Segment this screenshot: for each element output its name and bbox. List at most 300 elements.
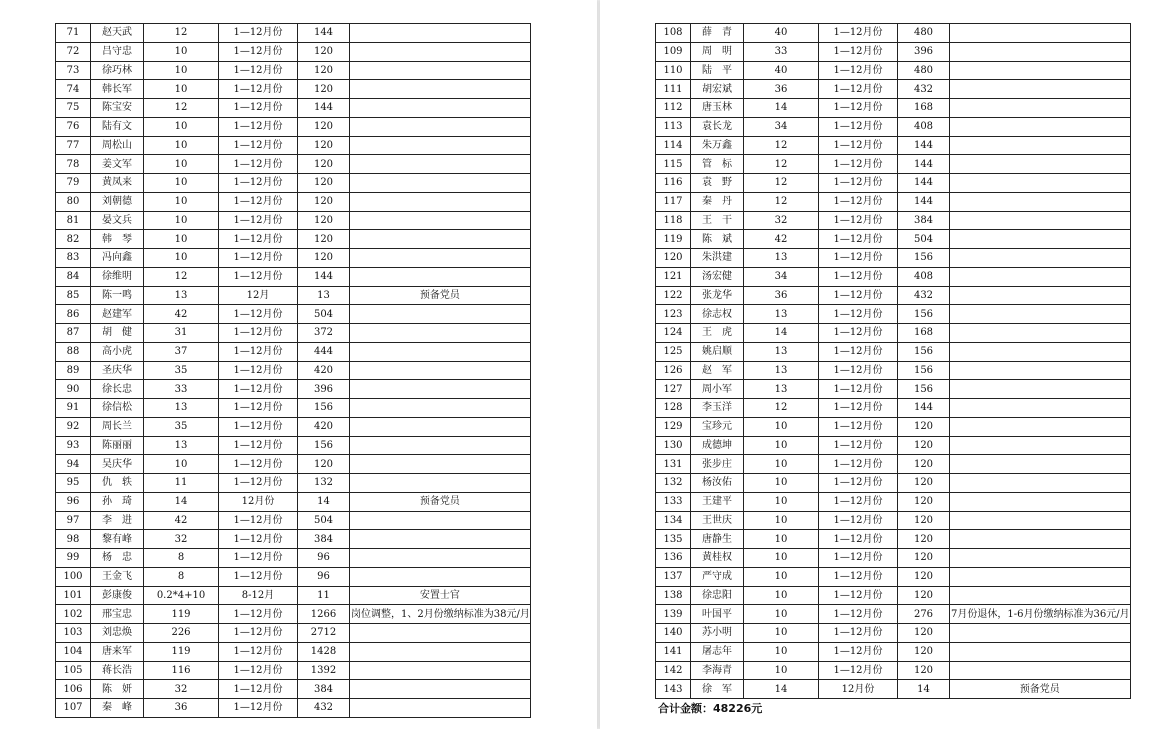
member-name-cell: 冯向鑫 — [91, 249, 144, 268]
remarks-cell — [950, 99, 1131, 118]
table-row — [56, 174, 531, 193]
monthly-amount-cell: 42 — [144, 511, 219, 530]
table-row — [656, 99, 1131, 118]
table-row — [56, 399, 531, 418]
amount-paid-cell: 120 — [898, 474, 950, 493]
period-cell: 1—12月份 — [819, 42, 898, 61]
monthly-amount-cell: 13 — [144, 286, 219, 305]
member-name-cell: 周小军 — [691, 380, 744, 399]
monthly-amount-cell: 119 — [144, 605, 219, 624]
table-row — [56, 99, 531, 118]
table-row — [56, 605, 531, 624]
table-row — [656, 42, 1131, 61]
amount-paid-cell: 1428 — [298, 642, 350, 661]
member-name-cell: 叶国平 — [691, 605, 744, 624]
period-cell: 1—12月份 — [219, 211, 298, 230]
row-index-cell: 103 — [56, 624, 91, 643]
remarks-cell: 安置士官 — [350, 586, 531, 605]
total-amount: 合计金额：48226元 — [658, 702, 763, 715]
row-index-cell: 105 — [56, 661, 91, 680]
row-index-cell: 136 — [656, 549, 691, 568]
dues-table-right — [655, 23, 1131, 699]
member-name-cell: 黄桂权 — [691, 549, 744, 568]
member-name-cell: 李玉洋 — [691, 399, 744, 418]
amount-paid-cell: 372 — [298, 324, 350, 343]
row-index-cell: 87 — [56, 324, 91, 343]
monthly-amount-cell: 37 — [144, 342, 219, 361]
table-row — [56, 117, 531, 136]
row-index-cell: 78 — [56, 155, 91, 174]
row-index-cell: 93 — [56, 436, 91, 455]
monthly-amount-cell: 12 — [744, 192, 819, 211]
member-name-cell: 陈宝安 — [91, 99, 144, 118]
table-row — [56, 624, 531, 643]
row-index-cell: 130 — [656, 436, 691, 455]
period-cell: 1—12月份 — [219, 699, 298, 718]
row-index-cell: 98 — [56, 530, 91, 549]
table-row — [656, 117, 1131, 136]
table-row — [56, 699, 531, 718]
period-cell: 1—12月份 — [219, 436, 298, 455]
table-row — [56, 80, 531, 99]
table-row — [56, 492, 531, 511]
amount-paid-cell: 14 — [298, 492, 350, 511]
table-row — [56, 680, 531, 699]
page-right — [600, 0, 1169, 729]
member-name-cell: 严守成 — [691, 567, 744, 586]
member-name-cell: 徐 军 — [691, 680, 744, 699]
period-cell: 1—12月份 — [819, 61, 898, 80]
member-name-cell: 刘忠焕 — [91, 624, 144, 643]
member-name-cell: 王金飞 — [91, 567, 144, 586]
member-name-cell: 高小虎 — [91, 342, 144, 361]
monthly-amount-cell: 226 — [144, 624, 219, 643]
monthly-amount-cell: 11 — [144, 474, 219, 493]
period-cell: 1—12月份 — [819, 474, 898, 493]
row-index-cell: 111 — [656, 80, 691, 99]
remarks-cell: 7月份退休，1-6月份缴纳标准为36元/月 — [950, 605, 1131, 624]
monthly-amount-cell: 8 — [144, 567, 219, 586]
row-index-cell: 121 — [656, 267, 691, 286]
remarks-cell — [950, 117, 1131, 136]
table-row — [56, 642, 531, 661]
amount-paid-cell: 120 — [898, 530, 950, 549]
period-cell: 1—12月份 — [219, 342, 298, 361]
amount-paid-cell: 156 — [298, 399, 350, 418]
row-index-cell: 115 — [656, 155, 691, 174]
monthly-amount-cell: 10 — [144, 455, 219, 474]
amount-paid-cell: 144 — [898, 155, 950, 174]
row-index-cell: 100 — [56, 567, 91, 586]
monthly-amount-cell: 13 — [144, 399, 219, 418]
amount-paid-cell: 120 — [898, 567, 950, 586]
table-row — [56, 61, 531, 80]
row-index-cell: 124 — [656, 324, 691, 343]
amount-paid-cell: 120 — [298, 42, 350, 61]
period-cell: 1—12月份 — [819, 361, 898, 380]
amount-paid-cell: 120 — [898, 586, 950, 605]
row-index-cell: 92 — [56, 417, 91, 436]
member-name-cell: 徐志权 — [691, 305, 744, 324]
remarks-cell — [950, 342, 1131, 361]
remarks-cell — [950, 661, 1131, 680]
amount-paid-cell: 120 — [898, 661, 950, 680]
remarks-cell — [950, 642, 1131, 661]
member-name-cell: 唐玉林 — [691, 99, 744, 118]
remarks-cell — [350, 24, 531, 43]
row-index-cell: 108 — [656, 24, 691, 43]
amount-paid-cell: 156 — [298, 436, 350, 455]
row-index-cell: 139 — [656, 605, 691, 624]
amount-paid-cell: 144 — [898, 192, 950, 211]
period-cell: 1—12月份 — [819, 549, 898, 568]
table-row — [56, 549, 531, 568]
member-name-cell: 杨汝佑 — [691, 474, 744, 493]
monthly-amount-cell: 12 — [744, 155, 819, 174]
table-row — [56, 42, 531, 61]
row-index-cell: 82 — [56, 230, 91, 249]
remarks-cell — [350, 136, 531, 155]
table-row — [656, 492, 1131, 511]
member-name-cell: 李海青 — [691, 661, 744, 680]
row-index-cell: 73 — [56, 61, 91, 80]
row-index-cell: 76 — [56, 117, 91, 136]
table-row — [56, 324, 531, 343]
remarks-cell — [950, 455, 1131, 474]
period-cell: 1—12月份 — [819, 511, 898, 530]
amount-paid-cell: 96 — [298, 549, 350, 568]
period-cell: 1—12月份 — [219, 117, 298, 136]
monthly-amount-cell: 10 — [744, 586, 819, 605]
amount-paid-cell: 276 — [898, 605, 950, 624]
remarks-cell — [350, 455, 531, 474]
member-name-cell: 徐长忠 — [91, 380, 144, 399]
member-name-cell: 李 进 — [91, 511, 144, 530]
amount-paid-cell: 120 — [898, 436, 950, 455]
remarks-cell — [950, 361, 1131, 380]
amount-paid-cell: 1266 — [298, 605, 350, 624]
row-index-cell: 143 — [656, 680, 691, 699]
remarks-cell — [950, 624, 1131, 643]
monthly-amount-cell: 10 — [744, 624, 819, 643]
row-index-cell: 99 — [56, 549, 91, 568]
row-index-cell: 77 — [56, 136, 91, 155]
member-name-cell: 晏文兵 — [91, 211, 144, 230]
member-name-cell: 管 标 — [691, 155, 744, 174]
remarks-cell — [350, 249, 531, 268]
table-row — [656, 155, 1131, 174]
amount-paid-cell: 156 — [898, 361, 950, 380]
row-index-cell: 74 — [56, 80, 91, 99]
amount-paid-cell: 408 — [898, 117, 950, 136]
member-name-cell: 韩长军 — [91, 80, 144, 99]
table-row — [656, 549, 1131, 568]
member-name-cell: 王 干 — [691, 211, 744, 230]
monthly-amount-cell: 13 — [744, 249, 819, 268]
period-cell: 1—12月份 — [219, 399, 298, 418]
member-name-cell: 赵 军 — [691, 361, 744, 380]
remarks-cell — [350, 661, 531, 680]
amount-paid-cell: 120 — [298, 61, 350, 80]
monthly-amount-cell: 13 — [744, 342, 819, 361]
monthly-amount-cell: 10 — [744, 605, 819, 624]
member-name-cell: 朱洪建 — [691, 249, 744, 268]
table-row — [56, 661, 531, 680]
amount-paid-cell: 504 — [298, 305, 350, 324]
row-index-cell: 137 — [656, 567, 691, 586]
table-row — [56, 267, 531, 286]
amount-paid-cell: 120 — [898, 492, 950, 511]
monthly-amount-cell: 10 — [144, 136, 219, 155]
amount-paid-cell: 120 — [298, 174, 350, 193]
row-index-cell: 134 — [656, 511, 691, 530]
row-index-cell: 83 — [56, 249, 91, 268]
period-cell: 1—12月份 — [819, 230, 898, 249]
amount-paid-cell: 444 — [298, 342, 350, 361]
member-name-cell: 彭康俊 — [91, 586, 144, 605]
amount-paid-cell: 120 — [898, 624, 950, 643]
member-name-cell: 黄凤来 — [91, 174, 144, 193]
amount-paid-cell: 120 — [298, 80, 350, 99]
table-row — [656, 61, 1131, 80]
period-cell: 1—12月份 — [819, 305, 898, 324]
monthly-amount-cell: 36 — [144, 699, 219, 718]
period-cell: 1—12月份 — [819, 661, 898, 680]
monthly-amount-cell: 8 — [144, 549, 219, 568]
monthly-amount-cell: 10 — [744, 549, 819, 568]
amount-paid-cell: 120 — [298, 155, 350, 174]
row-index-cell: 85 — [56, 286, 91, 305]
member-name-cell: 陆 平 — [691, 61, 744, 80]
monthly-amount-cell: 13 — [144, 436, 219, 455]
amount-paid-cell: 120 — [898, 455, 950, 474]
member-name-cell: 徐巧林 — [91, 61, 144, 80]
row-index-cell: 75 — [56, 99, 91, 118]
amount-paid-cell: 120 — [298, 455, 350, 474]
amount-paid-cell: 120 — [298, 211, 350, 230]
period-cell: 1—12月份 — [819, 624, 898, 643]
remarks-cell — [350, 361, 531, 380]
table-row — [56, 455, 531, 474]
monthly-amount-cell: 10 — [744, 455, 819, 474]
monthly-amount-cell: 10 — [744, 511, 819, 530]
row-index-cell: 97 — [56, 511, 91, 530]
row-index-cell: 140 — [656, 624, 691, 643]
member-name-cell: 薛 青 — [691, 24, 744, 43]
period-cell: 8-12月 — [219, 586, 298, 605]
monthly-amount-cell: 10 — [144, 42, 219, 61]
period-cell: 1—12月份 — [819, 211, 898, 230]
monthly-amount-cell: 10 — [144, 249, 219, 268]
remarks-cell — [350, 549, 531, 568]
member-name-cell: 吕守忠 — [91, 42, 144, 61]
member-name-cell: 唐静生 — [691, 530, 744, 549]
period-cell: 1—12月份 — [819, 399, 898, 418]
period-cell: 1—12月份 — [819, 492, 898, 511]
row-index-cell: 90 — [56, 380, 91, 399]
monthly-amount-cell: 10 — [744, 567, 819, 586]
monthly-amount-cell: 13 — [744, 361, 819, 380]
remarks-cell — [950, 380, 1131, 399]
amount-paid-cell: 156 — [898, 380, 950, 399]
row-index-cell: 101 — [56, 586, 91, 605]
amount-paid-cell: 144 — [298, 99, 350, 118]
period-cell: 1—12月份 — [219, 380, 298, 399]
amount-paid-cell: 408 — [898, 267, 950, 286]
remarks-cell — [350, 474, 531, 493]
row-index-cell: 113 — [656, 117, 691, 136]
period-cell: 1—12月份 — [219, 42, 298, 61]
amount-paid-cell: 420 — [298, 361, 350, 380]
row-index-cell: 123 — [656, 305, 691, 324]
remarks-cell — [350, 267, 531, 286]
remarks-cell: 预备党员 — [950, 680, 1131, 699]
table-row — [56, 417, 531, 436]
amount-paid-cell: 120 — [298, 249, 350, 268]
period-cell: 12月份 — [819, 680, 898, 699]
table-row — [56, 286, 531, 305]
monthly-amount-cell: 13 — [744, 305, 819, 324]
member-name-cell: 王世庆 — [691, 511, 744, 530]
remarks-cell — [950, 492, 1131, 511]
table-row — [56, 586, 531, 605]
amount-paid-cell: 384 — [298, 680, 350, 699]
monthly-amount-cell: 119 — [144, 642, 219, 661]
monthly-amount-cell: 36 — [744, 80, 819, 99]
monthly-amount-cell: 12 — [744, 136, 819, 155]
remarks-cell — [950, 267, 1131, 286]
row-index-cell: 138 — [656, 586, 691, 605]
amount-paid-cell: 120 — [298, 192, 350, 211]
member-name-cell: 孙 琦 — [91, 492, 144, 511]
table-row — [656, 174, 1131, 193]
remarks-cell — [350, 511, 531, 530]
member-name-cell: 王建平 — [691, 492, 744, 511]
member-name-cell: 赵天武 — [91, 24, 144, 43]
table-row — [56, 436, 531, 455]
table-row — [656, 680, 1131, 699]
row-index-cell: 120 — [656, 249, 691, 268]
period-cell: 1—12月份 — [219, 474, 298, 493]
member-name-cell: 陈丽丽 — [91, 436, 144, 455]
dues-table-left — [55, 23, 531, 718]
table-row — [56, 230, 531, 249]
monthly-amount-cell: 10 — [744, 474, 819, 493]
table-row — [656, 380, 1131, 399]
table-row — [656, 361, 1131, 380]
amount-paid-cell: 168 — [898, 99, 950, 118]
amount-paid-cell: 1392 — [298, 661, 350, 680]
amount-paid-cell: 504 — [898, 230, 950, 249]
remarks-cell — [350, 155, 531, 174]
row-index-cell: 102 — [56, 605, 91, 624]
period-cell: 1—12月份 — [819, 605, 898, 624]
remarks-cell — [950, 80, 1131, 99]
row-index-cell: 107 — [56, 699, 91, 718]
remarks-cell — [350, 80, 531, 99]
member-name-cell: 成德坤 — [691, 436, 744, 455]
monthly-amount-cell: 32 — [144, 680, 219, 699]
period-cell: 1—12月份 — [219, 642, 298, 661]
table-row — [56, 342, 531, 361]
period-cell: 1—12月份 — [819, 436, 898, 455]
remarks-cell — [950, 249, 1131, 268]
remarks-cell — [950, 155, 1131, 174]
monthly-amount-cell: 10 — [744, 436, 819, 455]
period-cell: 1—12月份 — [219, 417, 298, 436]
table-row — [656, 436, 1131, 455]
amount-paid-cell: 144 — [898, 136, 950, 155]
monthly-amount-cell: 31 — [144, 324, 219, 343]
remarks-cell — [350, 436, 531, 455]
monthly-amount-cell: 42 — [744, 230, 819, 249]
monthly-amount-cell: 10 — [144, 230, 219, 249]
period-cell: 1—12月份 — [819, 455, 898, 474]
remarks-cell — [350, 530, 531, 549]
remarks-cell — [950, 305, 1131, 324]
table-row — [656, 80, 1131, 99]
row-index-cell: 112 — [656, 99, 691, 118]
amount-paid-cell: 14 — [898, 680, 950, 699]
remarks-cell — [950, 192, 1131, 211]
amount-paid-cell: 384 — [898, 211, 950, 230]
remarks-cell — [350, 417, 531, 436]
row-index-cell: 135 — [656, 530, 691, 549]
period-cell: 12月份 — [219, 492, 298, 511]
period-cell: 1—12月份 — [819, 80, 898, 99]
remarks-cell — [950, 230, 1131, 249]
amount-paid-cell: 120 — [298, 230, 350, 249]
member-name-cell: 周 明 — [691, 42, 744, 61]
row-index-cell: 119 — [656, 230, 691, 249]
row-index-cell: 95 — [56, 474, 91, 493]
amount-paid-cell: 120 — [898, 417, 950, 436]
period-cell: 1—12月份 — [819, 155, 898, 174]
monthly-amount-cell: 14 — [744, 680, 819, 699]
amount-paid-cell: 156 — [898, 249, 950, 268]
row-index-cell: 126 — [656, 361, 691, 380]
table-row — [656, 286, 1131, 305]
remarks-cell — [950, 61, 1131, 80]
table-row — [656, 305, 1131, 324]
period-cell: 1—12月份 — [819, 567, 898, 586]
period-cell: 1—12月份 — [219, 455, 298, 474]
amount-paid-cell: 120 — [898, 549, 950, 568]
period-cell: 1—12月份 — [819, 174, 898, 193]
amount-paid-cell: 13 — [298, 286, 350, 305]
monthly-amount-cell: 10 — [144, 174, 219, 193]
amount-paid-cell: 384 — [298, 530, 350, 549]
member-name-cell: 蒋长浩 — [91, 661, 144, 680]
monthly-amount-cell: 116 — [144, 661, 219, 680]
member-name-cell: 刘朝德 — [91, 192, 144, 211]
period-cell: 1—12月份 — [219, 511, 298, 530]
row-index-cell: 125 — [656, 342, 691, 361]
amount-paid-cell: 96 — [298, 567, 350, 586]
amount-paid-cell: 144 — [298, 267, 350, 286]
period-cell: 1—12月份 — [219, 661, 298, 680]
monthly-amount-cell: 32 — [144, 530, 219, 549]
monthly-amount-cell: 34 — [744, 267, 819, 286]
table-row — [656, 455, 1131, 474]
monthly-amount-cell: 40 — [744, 61, 819, 80]
row-index-cell: 88 — [56, 342, 91, 361]
monthly-amount-cell: 10 — [144, 192, 219, 211]
row-index-cell: 116 — [656, 174, 691, 193]
member-name-cell: 姜文军 — [91, 155, 144, 174]
remarks-cell: 岗位调整，1、2月份缴纳标准为38元/月 — [350, 605, 531, 624]
remarks-cell — [950, 42, 1131, 61]
